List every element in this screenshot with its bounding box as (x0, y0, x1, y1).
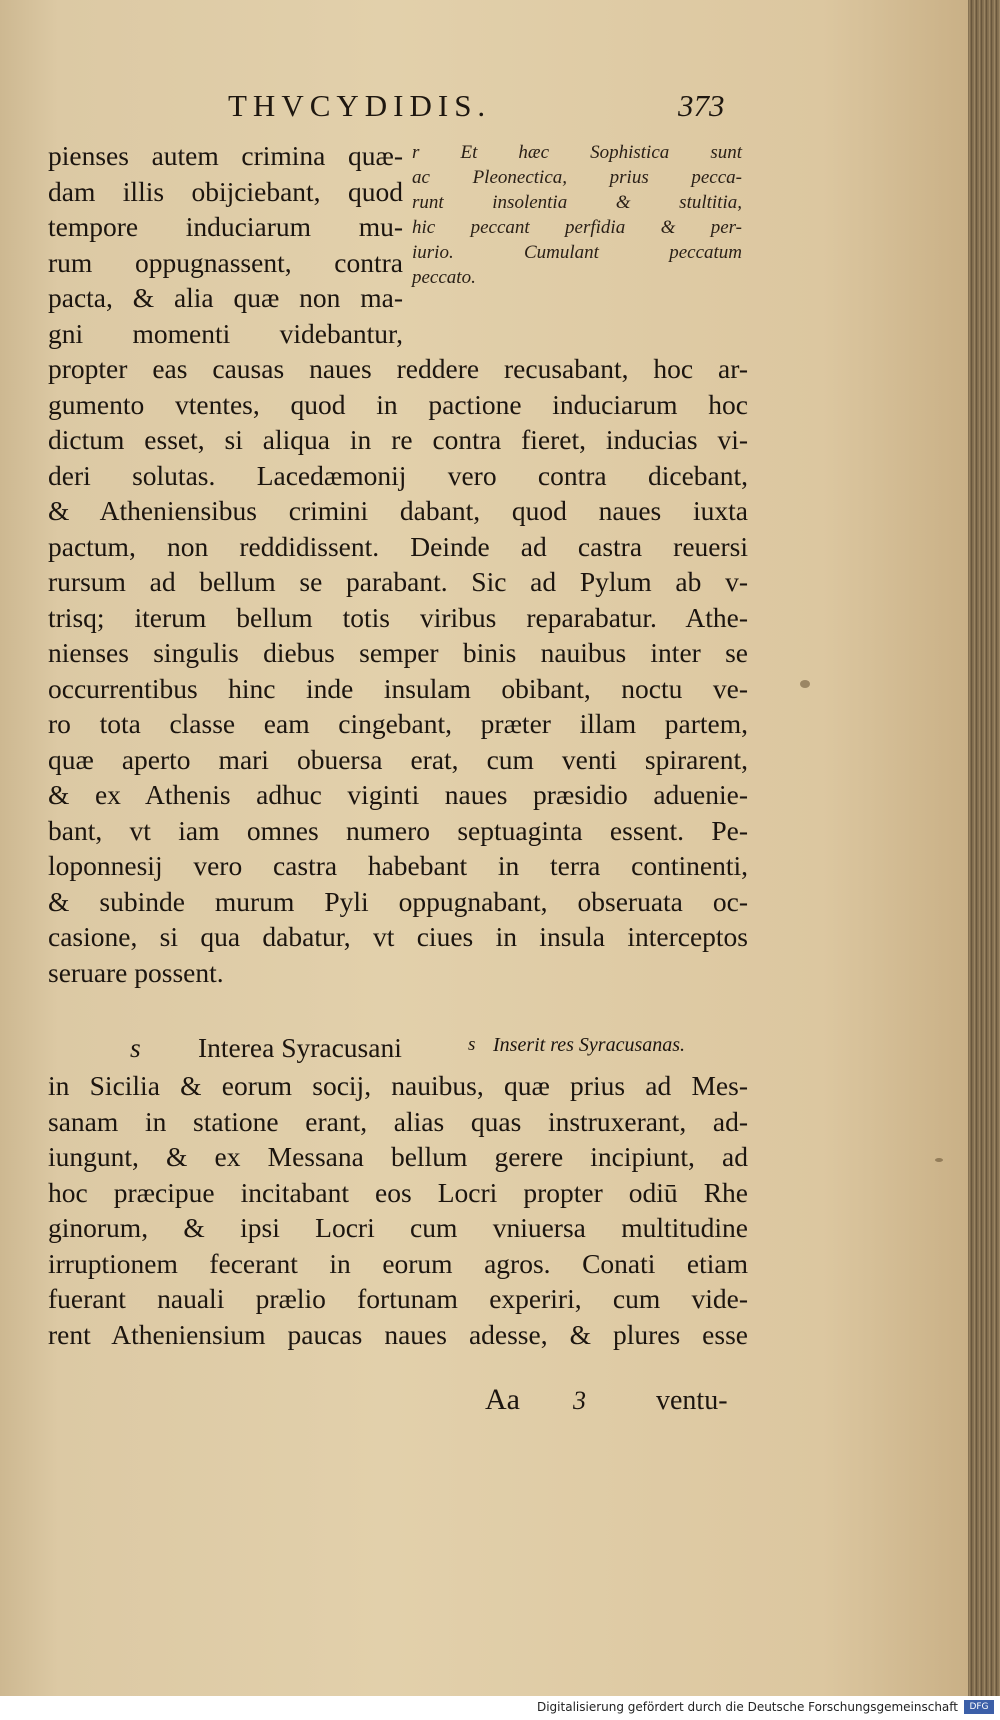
text-line: gumento vtentes, quod in pactione induciarum hoc (48, 388, 748, 420)
text-line: nienses singulis diebus semper binis nauibus inter se (48, 637, 748, 668)
text-line: & Atheniensibus crimini dabant, quod naues iuxta (48, 495, 748, 526)
text-line: loponnesij vero castra habebant in terra continenti, (48, 850, 748, 881)
marginal-note (412, 140, 742, 290)
signature-mark: Aa (485, 1383, 520, 1416)
marginal-note-line: runt insolentia & stultitia, (412, 192, 742, 213)
text-line: hoc præcipue incitabant eos Locri propter odiū Rhe (48, 1176, 748, 1208)
text-line: pacta, & alia quæ non ma- (48, 282, 403, 313)
note-marker: s (130, 1032, 141, 1063)
text-line: ginorum, & ipsi Locri cum vniuersa multitudine (48, 1212, 748, 1243)
text-line: rent Atheniensium paucas naues adesse, & plures esse (48, 1318, 748, 1350)
text-line: ro tota classe eam cingebant, præter illam partem, (48, 708, 748, 739)
text-line: deri solutas. Lacedæmonij vero contra dicebant, (48, 459, 748, 491)
text-line: propter eas causas naues reddere recusabant, hoc ar- (48, 353, 748, 384)
marginal-note-line: peccato. (412, 267, 476, 288)
text-line: pienses autem crimina quæ- (48, 140, 403, 171)
text-line: occurrentibus hinc inde insulam obibant, noctu ve- (48, 672, 748, 704)
text-line: bant, vt iam omnes numero septuaginta essent. Pe- (48, 814, 748, 846)
text-line: quæ aperto mari obuersa erat, cum venti spirarent, (48, 743, 748, 775)
marginal-note-line: hic peccant perfidia & per- (412, 217, 742, 238)
text-line: tempore induciarum mu- (48, 211, 403, 242)
text-line: trisq; iterum bellum totis viribus reparabatur. Athe- (48, 601, 748, 633)
main-text (48, 351, 748, 990)
page-number: 373 (678, 88, 725, 123)
book-edge (968, 0, 1000, 1696)
marginal-note-line: ac Pleonectica, prius pecca- (412, 167, 742, 188)
text-line: & subinde murum Pyli oppugnabant, obseruata oc- (48, 885, 748, 917)
dfg-logo-icon: DFG (964, 1700, 994, 1714)
text-line: gni momenti videbantur, (48, 317, 403, 349)
text-line: seruare possent. (48, 956, 224, 988)
catchword: ventu- (656, 1385, 728, 1416)
paper-stain (935, 1158, 943, 1162)
note-marker: s (468, 1034, 476, 1055)
text-line: & ex Athenis adhuc viginti naues præsidio aduenie- (48, 779, 748, 810)
text-line: pactum, non reddidissent. Deinde ad castra reuersi (48, 530, 748, 562)
signature-number: 3 (573, 1386, 586, 1415)
text-line: casione, si qua dabatur, vt ciues in insula interceptos (48, 921, 748, 952)
text-line: rursum ad bellum se parabant. Sic ad Pylum ab v- (48, 566, 748, 597)
marginal-note-line: r Et hæc Sophistica sunt (412, 142, 742, 163)
text-line: dam illis obijciebant, quod (48, 175, 403, 207)
text-line: in Sicilia & eorum socij, nauibus, quæ prius ad Mes- (48, 1070, 748, 1101)
page-header (0, 88, 968, 128)
marginal-note-line: iurio. Cumulant peccatum (412, 242, 742, 263)
text-line: rum oppugnassent, contra (48, 246, 403, 278)
main-text-continued (48, 1068, 748, 1352)
footer-bar (0, 1696, 1000, 1720)
text-line: iungunt, & ex Messana bellum gerere incipiunt, ad (48, 1141, 748, 1172)
running-title: THVCYDIDIS. (228, 88, 492, 123)
text-line: fuerant nauali prælio fortunam experiri, cum vide- (48, 1283, 748, 1314)
text-line: sanam in statione erant, alias quas instruxerant, ad- (48, 1105, 748, 1137)
marginal-note-syracusan: Inserit res Syracusanas. (493, 1034, 686, 1056)
text-line: irruptionem fecerant in eorum agros. Conati etiam (48, 1247, 748, 1279)
section-start-line (48, 1032, 748, 1068)
text-line: dictum esset, si aliqua in re contra fieret, inducias vi- (48, 424, 748, 455)
footer-credit: Digitalisierung gefördert durch die Deutsche Forschungsgemeinschaft (536, 1700, 958, 1714)
signature-line (48, 1383, 748, 1423)
section-lead-text: Interea Syracusani (198, 1032, 402, 1063)
paper-stain (800, 680, 810, 688)
